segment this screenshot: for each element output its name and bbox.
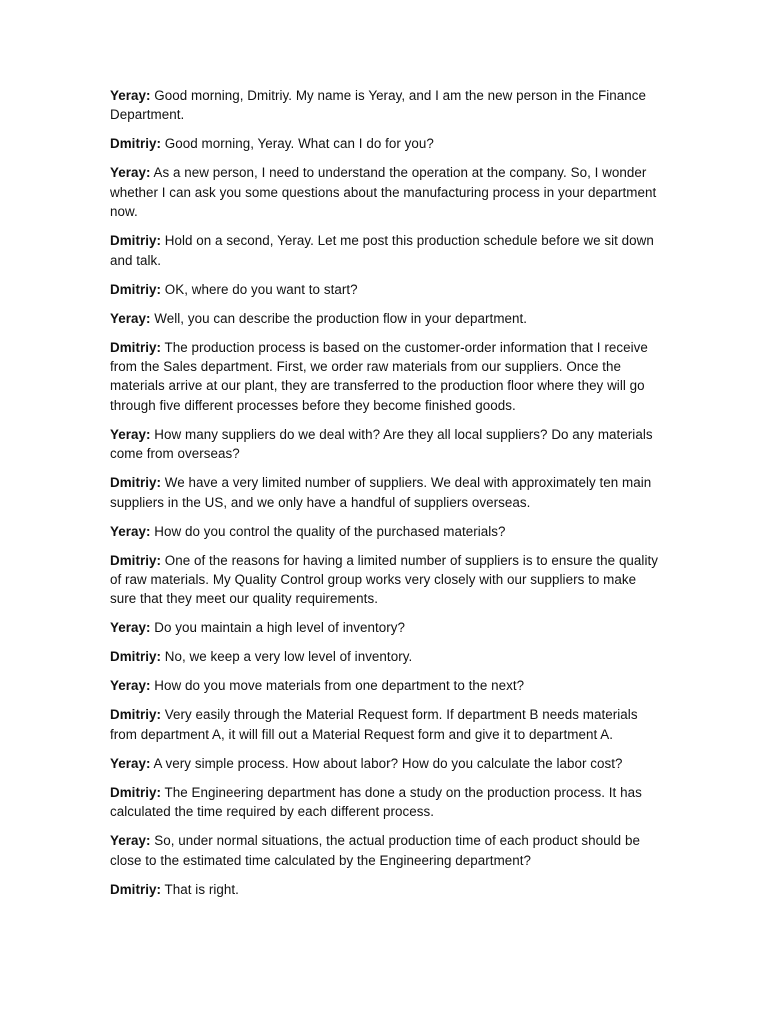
- speaker-name: Yeray:: [110, 426, 151, 442]
- line-text: A very simple process. How about labor? How do you calculate the labor cost?: [150, 755, 623, 771]
- line-text: Hold on a second, Yeray. Let me post this production schedule before we sit down and talk.: [110, 233, 654, 268]
- dialogue-line: [110, 754, 658, 773]
- speaker-name: Dmitriy:: [110, 136, 161, 152]
- speaker-name: Yeray:: [110, 165, 151, 181]
- speaker-name: Yeray:: [110, 755, 151, 771]
- dialogue-line: [110, 425, 658, 464]
- line-text: How do you control the quality of the purchased materials?: [150, 523, 506, 539]
- dialogue-line: [110, 705, 658, 744]
- line-text: Very easily through the Material Request form. If department B needs materials from department A, it will fill out a Material Request form and give it to department A.: [110, 707, 638, 742]
- speaker-name: Dmitriy:: [110, 475, 161, 491]
- line-text: No, we keep a very low level of inventory.: [161, 649, 413, 665]
- dialogue-line: [110, 522, 658, 541]
- speaker-name: Dmitriy:: [110, 281, 161, 297]
- speaker-name: Dmitriy:: [110, 339, 161, 355]
- dialogue-line: [110, 86, 658, 125]
- line-text: OK, where do you want to start?: [161, 281, 358, 297]
- dialogue-line: [110, 618, 658, 637]
- speaker-name: Dmitriy:: [110, 552, 161, 568]
- dialogue-line: [110, 647, 658, 666]
- dialogue-line: [110, 551, 658, 609]
- dialogue-line: [110, 231, 658, 270]
- line-text: Well, you can describe the production flow in your department.: [150, 310, 528, 326]
- dialogue-line: [110, 831, 658, 870]
- dialogue-transcript: [110, 86, 658, 909]
- line-text: As a new person, I need to understand the operation at the company. So, I wonder whether I can ask you some questions about the manufacturing process in your department now.: [110, 165, 657, 220]
- line-text: So, under normal situations, the actual production time of each product should be close to the estimated time calculated by the Engineering department?: [110, 833, 640, 868]
- line-text: Good morning, Yeray. What can I do for you?: [161, 136, 434, 152]
- dialogue-line: [110, 880, 658, 899]
- speaker-name: Yeray:: [110, 88, 151, 103]
- dialogue-line: [110, 309, 658, 328]
- line-text: How many suppliers do we deal with? Are they all local suppliers? Do any materials come from overseas?: [110, 426, 653, 462]
- dialogue-line: [110, 163, 658, 221]
- line-text: We have a very limited number of suppliers. We deal with approximately ten main suppliers in the US, and we only have a handful of suppliers overseas.: [110, 475, 652, 510]
- line-text: Do you maintain a high level of inventory?: [150, 620, 406, 636]
- line-text: That is right.: [161, 881, 239, 897]
- dialogue-line: [110, 338, 658, 416]
- line-text: Good morning, Dmitriy. My name is Yeray, and I am the new person in the Finance Department.: [110, 88, 646, 123]
- speaker-name: Dmitriy:: [110, 784, 161, 800]
- dialogue-line: [110, 280, 658, 299]
- speaker-name: Yeray:: [110, 678, 151, 694]
- speaker-name: Dmitriy:: [110, 881, 161, 897]
- speaker-name: Dmitriy:: [110, 649, 161, 665]
- speaker-name: Dmitriy:: [110, 707, 161, 723]
- dialogue-line: [110, 134, 658, 153]
- speaker-name: Yeray:: [110, 523, 151, 539]
- dialogue-line: [110, 783, 658, 822]
- line-text: The Engineering department has done a study on the production process. It has calculated the time required by each different process.: [110, 784, 642, 820]
- speaker-name: Yeray:: [110, 833, 151, 849]
- line-text: One of the reasons for having a limited number of suppliers is to ensure the quality of raw materials. My Quality Control group works very closely with our suppliers to make sure that they meet our quality requirements.: [110, 552, 658, 607]
- line-text: How do you move materials from one department to the next?: [150, 678, 525, 694]
- line-text: The production process is based on the customer-order information that I receive from the Sales department. First, we order raw materials from our suppliers. Once the materials arrive at our plant, they are transferred to the production floor where they will go through five different processes before they become finished goods.: [110, 339, 648, 413]
- speaker-name: Yeray:: [110, 310, 151, 326]
- speaker-name: Yeray:: [110, 620, 151, 636]
- speaker-name: Dmitriy:: [110, 233, 161, 249]
- dialogue-line: [110, 676, 658, 695]
- dialogue-line: [110, 473, 658, 512]
